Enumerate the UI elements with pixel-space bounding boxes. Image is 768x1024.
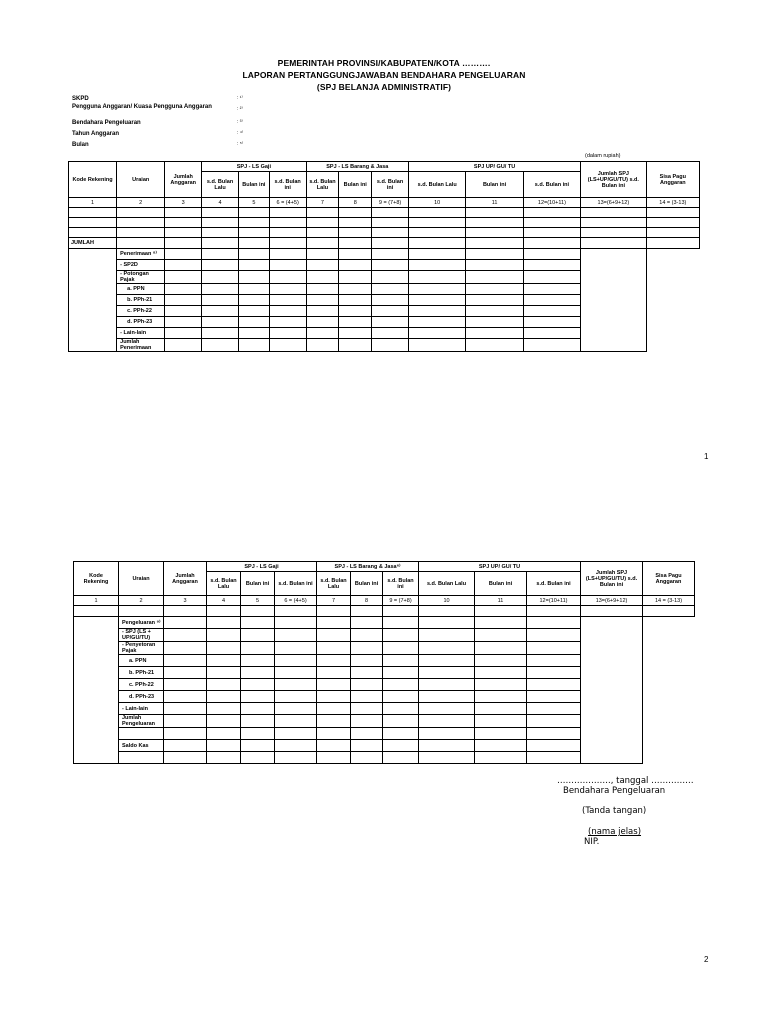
meta-bendahara-value: : ³⁾ — [237, 119, 243, 125]
expenditure-label: c. PPh-22 — [119, 679, 164, 691]
col-up-sd-lalu: s.d. Bulan Lalu — [409, 172, 466, 198]
meta-pengguna-value: : ²⁾ — [237, 106, 243, 112]
col-number: 3 — [165, 198, 202, 208]
col-kode-rekening: Kode Rekening — [69, 162, 117, 198]
col-number: 1 — [69, 198, 117, 208]
expenditure-label: - Penyetoran Pajak — [119, 642, 164, 655]
col-up-sd-ini: s.d. Bulan ini — [527, 572, 581, 596]
col-group-ls-gaji: SPJ - LS Gaji — [202, 162, 306, 172]
report-table-receipts — [68, 161, 700, 352]
report-government-title: PEMERINTAH PROVINSI/KABUPATEN/KOTA ………. — [277, 58, 491, 68]
report-subtitle: (SPJ BELANJA ADMINISTRATIF) — [316, 82, 452, 92]
expenditure-row — [74, 617, 695, 629]
receipt-row — [69, 249, 700, 260]
receipt-label: c. PPh-22 — [117, 306, 165, 317]
col-jumlah-spj: Jumlah SPJ (LS+UP/GU/TU) s.d. Bulan ini — [581, 562, 643, 596]
col-group-up-gu-tu: SPJ UP/ GU/ TU — [419, 562, 581, 572]
col-number: 11 — [475, 596, 527, 606]
col-number: 5 — [239, 198, 270, 208]
expenditure-label: Pengeluaran ⁹⁾ — [119, 617, 164, 629]
meta-bendahara-label: Bendahara Pengeluaran — [72, 120, 141, 126]
col-gaji-sd-ini: s.d. Bulan ini — [275, 572, 317, 596]
col-up-bulan-ini: Bulan ini — [466, 172, 523, 198]
col-number: 7 — [317, 596, 351, 606]
col-barang-bulan-ini: Bulan ini — [351, 572, 383, 596]
col-number: 8 — [339, 198, 372, 208]
col-number: 2 — [119, 596, 164, 606]
col-number: 12=(10+11) — [527, 596, 581, 606]
receipt-label: a. PPN — [117, 284, 165, 295]
table-row — [74, 606, 695, 617]
col-group-ls-gaji: SPJ - LS Gaji — [207, 562, 317, 572]
table-row — [69, 228, 700, 238]
meta-tahun-label: Tahun Anggaran — [72, 131, 119, 137]
col-number: 14 = (3-13) — [646, 198, 699, 208]
receipt-label: Penerimaan ⁸⁾ — [117, 249, 165, 260]
col-number: 6 = (4+5) — [269, 198, 306, 208]
col-gaji-bulan-ini: Bulan ini — [241, 572, 275, 596]
expenditure-label: - Lain-lain — [119, 703, 164, 715]
col-group-ls-barang: SPJ - LS Barang & Jasa⁶⁾ — [317, 562, 419, 572]
meta-pengguna-label: Pengguna Anggaran/ Kuasa Pengguna Anggaran — [72, 104, 212, 110]
col-number: 1 — [74, 596, 119, 606]
meta-tahun-value: : ⁴⁾ — [237, 130, 244, 136]
column-number-row — [69, 198, 700, 208]
col-barang-sd-ini: s.d. Bulan ini — [372, 172, 409, 198]
col-barang-sd-lalu: s.d. Bulan Lalu — [317, 572, 351, 596]
col-up-bulan-ini: Bulan ini — [475, 572, 527, 596]
receipt-label: b. PPh-21 — [117, 295, 165, 306]
signature-name: (nama jelas) — [588, 827, 642, 837]
col-gaji-bulan-ini: Bulan ini — [239, 172, 270, 198]
page-number: 1 — [704, 452, 709, 461]
currency-unit-note: (dalam rupiah) — [585, 153, 621, 159]
col-number: 9 = (7+8) — [372, 198, 409, 208]
expenditure-label — [119, 752, 164, 764]
receipt-label: - SP2D — [117, 260, 165, 271]
col-uraian: Uraian — [119, 562, 164, 596]
report-table-expenditures — [73, 561, 695, 764]
meta-skpd-label: SKPD — [72, 96, 89, 102]
col-number: 7 — [306, 198, 339, 208]
col-barang-bulan-ini: Bulan ini — [339, 172, 372, 198]
col-uraian: Uraian — [117, 162, 165, 198]
receipt-label: d. PPh-23 — [117, 317, 165, 328]
col-number: 5 — [241, 596, 275, 606]
col-number: 6 = (4+5) — [275, 596, 317, 606]
expenditure-label: Jumlah Pengeluaran — [119, 715, 164, 728]
col-barang-sd-ini: s.d. Bulan ini — [383, 572, 419, 596]
col-number: 11 — [466, 198, 523, 208]
col-number: 4 — [207, 596, 241, 606]
meta-skpd-value: : ¹⁾ — [237, 95, 243, 101]
col-number: 13=(6+9+12) — [581, 596, 643, 606]
expenditure-label — [119, 728, 164, 740]
col-jumlah-spj: Jumlah SPJ (LS+UP/GU/TU) s.d. Bulan ini — [581, 162, 647, 198]
col-barang-sd-lalu: s.d. Bulan Lalu — [306, 172, 339, 198]
expenditure-label: b. PPh-21 — [119, 667, 164, 679]
col-number: 8 — [351, 596, 383, 606]
receipt-label: Jumlah Penerimaan — [117, 339, 165, 352]
col-number: 12=(10+11) — [523, 198, 580, 208]
signature-nip: NIP. — [584, 837, 600, 847]
col-number: 2 — [117, 198, 165, 208]
col-jumlah-anggaran: Jumlah Anggaran — [165, 162, 202, 198]
table-row — [69, 218, 700, 228]
table-row — [69, 208, 700, 218]
col-number: 10 — [409, 198, 466, 208]
col-gaji-sd-lalu: s.d. Bulan Lalu — [207, 572, 241, 596]
col-number: 4 — [202, 198, 239, 208]
expenditure-label: a. PPN — [119, 655, 164, 667]
report-title: LAPORAN PERTANGGUNGJAWABAN BENDAHARA PENGELUARAN — [242, 70, 526, 80]
page-number: 2 — [704, 955, 709, 964]
expenditure-label: Saldo Kas — [119, 740, 164, 752]
col-sisa-pagu: Sisa Pagu Anggaran — [643, 562, 695, 596]
col-jumlah-anggaran: Jumlah Anggaran — [164, 562, 207, 596]
col-gaji-sd-ini: s.d. Bulan ini — [269, 172, 306, 198]
expenditure-label: - SPJ (LS + UP/GU/TU) — [119, 629, 164, 642]
signature-role: Bendahara Pengeluaran — [563, 786, 666, 796]
col-up-sd-lalu: s.d. Bulan Lalu — [419, 572, 475, 596]
signature-place-date: ………………., tanggal …………… — [557, 776, 694, 786]
col-kode-rekening: Kode Rekening — [74, 562, 119, 596]
meta-bulan-value: : ⁵⁾ — [237, 141, 244, 147]
col-group-ls-barang: SPJ - LS Barang & Jasa — [306, 162, 408, 172]
column-number-row — [74, 596, 695, 606]
col-number: 13=(6+9+12) — [581, 198, 647, 208]
col-number: 10 — [419, 596, 475, 606]
col-number: 14 = (3-13) — [643, 596, 695, 606]
col-up-sd-ini: s.d. Bulan ini — [523, 172, 580, 198]
col-group-up-gu-tu: SPJ UP/ GU/ TU — [409, 162, 581, 172]
total-label: JUMLAH — [69, 238, 117, 249]
meta-bulan-label: Bulan — [72, 142, 89, 148]
col-gaji-sd-lalu: s.d. Bulan Lalu — [202, 172, 239, 198]
col-number: 3 — [164, 596, 207, 606]
col-number: 9 = (7+8) — [383, 596, 419, 606]
col-sisa-pagu: Sisa Pagu Anggaran — [646, 162, 699, 198]
receipt-label: - Lain-lain — [117, 328, 165, 339]
signature-sign-placeholder: (Tanda tangan) — [582, 806, 647, 816]
expenditure-label: d. PPh-23 — [119, 691, 164, 703]
total-row — [69, 238, 700, 249]
receipt-label: - Potongan Pajak — [117, 271, 165, 284]
